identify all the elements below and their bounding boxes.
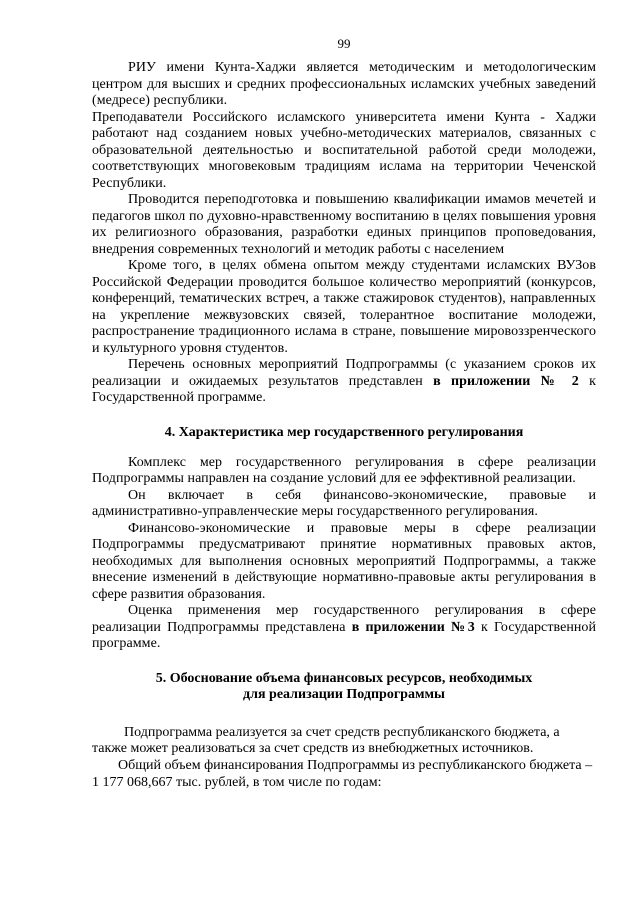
- section-5-heading-line-1: 5. Обоснование объема финансовых ресурсов, необходимых: [155, 670, 533, 686]
- paragraph-exchange: Кроме того, в целях обмена опытом между студентами исламских ВУЗов Российской Федерации проводится большое количество мероприятий (конкурсов, конференций, тематических встреч, а также стажировок студентов), направленных на укрепление межвузовских связей, толерантное воспитание молодежи, распространение традиционного ислама в стране, повышение мировоззренческого и культурного уровня студентов.: [92, 258, 596, 356]
- paragraph-financial-legal-measures: Финансово-экономические и правовые меры в сфере реализации Подпрограммы предусматривают принятие нормативных правовых актов, необходимых для выполнения основных мероприятий Подпрограммы, а также внесение изменений в действующие нормативно-правовые акты регулирования в сфере развития образования.: [92, 520, 596, 602]
- appendix-3-reference: в приложении №3: [351, 619, 475, 635]
- paragraph-assessment-text-end: к Государственной программе.: [92, 619, 597, 651]
- section-5-heading-line-2: для реализации Подпрограммы: [243, 686, 445, 702]
- section-4-heading: 4. Характеристика мер государственного регулирования: [164, 424, 524, 440]
- paragraph-regulation-complex: Комплекс мер государственного регулирования в сфере реализации Подпрограммы направлен на создание условий для ее эффективной реализации.: [92, 454, 596, 486]
- paragraph-retraining: Проводится переподготовка и повышению квалификации имамов мечетей и педагогов школ по духовно-нравственному воспитанию в целях повышения уровня их религиозного образования, разработки единых принципов проповедования, внедрения современных технологий и методик работы с населением: [92, 192, 596, 257]
- paragraph-riu-center: РИУ имени Кунта-Хаджи является методическим и методологическим центром для высших и средних профессиональных исламских учебных заведений (медресе) республики.: [92, 60, 596, 108]
- paragraph-teachers: Преподаватели Российского исламского университета имени Кунта - Хаджи работают над созданием новых учебно-методических материалов, связанных с образовательной деятельностью и воспитательной работой среди молодежи, соответствующих многовековым традициям ислама на территории Чеченской Республики.: [92, 109, 596, 191]
- paragraph-regulation-assessment: [92, 603, 596, 653]
- paragraph-measures-included: Он включает в себя финансово-экономические, правовые и административно-управленческие меры государственного регулирования.: [92, 487, 596, 519]
- paragraph-activities-text-end: к Государственной программе.: [92, 373, 597, 405]
- page-content: [92, 60, 596, 792]
- appendix-2-reference: в приложении № 2: [433, 373, 579, 389]
- paragraph-funding-sources: Подпрограмма реализуется за счет средств республиканского бюджета, а также может реализоваться за счет средств из внебюджетных источников.: [92, 724, 560, 757]
- paragraph-total-funding: Общий объем финансирования Подпрограммы из республиканского бюджета – 1 177 068,667 тыс. рублей, в том числе по годам:: [92, 758, 593, 790]
- paragraph-activities-list: [92, 357, 596, 407]
- paragraph-activities-text-start: Перечень основных мероприятий Подпрограммы (с указанием сроков их реализации и ожидаемых результатов представлен: [92, 357, 596, 389]
- page-number: 99: [337, 36, 351, 51]
- section-5-heading: [92, 671, 596, 703]
- paragraph-assessment-text-start: Оценка применения мер государственного регулирования в сфере реализации Подпрограммы представлена: [92, 603, 596, 635]
